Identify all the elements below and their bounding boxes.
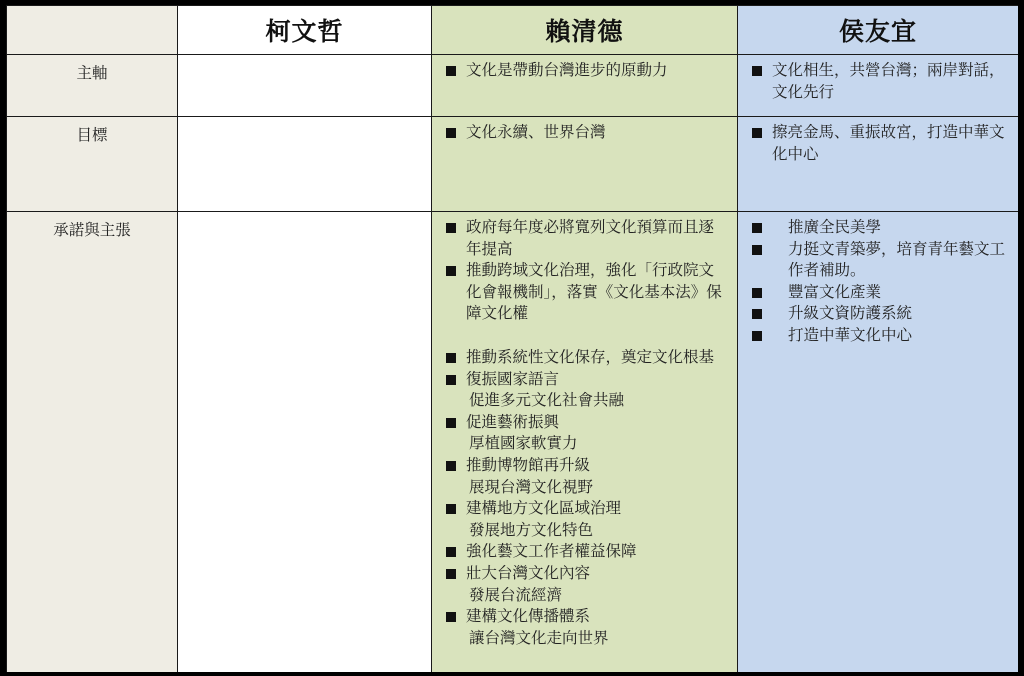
list-item: 文化相生，共營台灣；兩岸對話，文化先行 <box>750 60 1010 103</box>
cell-lai-main-axis <box>432 55 738 117</box>
list-item: 擦亮金馬、重振故宮，打造中華文化中心 <box>750 122 1010 165</box>
table-row-main-axis <box>7 55 1019 117</box>
candidate-header-ko: 柯文哲 <box>178 6 432 55</box>
list-item: 推動系統性文化保存，奠定文化根基 <box>444 347 729 369</box>
list-item: 打造中華文化中心 <box>750 325 1010 347</box>
list-item: 建構文化傳播體系 讓台灣文化走向世界 <box>444 606 729 649</box>
candidate-header-lai: 賴清德 <box>432 6 738 55</box>
header-row <box>7 6 1019 55</box>
comparison-table-frame <box>6 5 1018 672</box>
list-item: 促進藝術振興 厚植國家軟實力 <box>444 412 729 455</box>
cell-lai-goal <box>432 117 738 212</box>
list-item: 文化是帶動台灣進步的原動力 <box>444 60 729 82</box>
list-item: 強化藝文工作者權益保障 <box>444 541 729 563</box>
cell-hou-goal <box>738 117 1019 212</box>
cell-ko-promises <box>178 212 432 673</box>
cell-ko-goal <box>178 117 432 212</box>
list-item: 復振國家語言 促進多元文化社會共融 <box>444 369 729 412</box>
list-item: 政府每年度必將寬列文化預算而且逐年提高 <box>444 217 729 260</box>
list-item: 豐富文化產業 <box>750 282 1010 304</box>
row-label: 目標 <box>7 117 178 212</box>
list-item: 推廣全民美學 <box>750 217 1010 239</box>
row-label: 承諾與主張 <box>7 212 178 673</box>
cell-lai-promises <box>432 212 738 673</box>
list-item: 建構地方文化區域治理 發展地方文化特色 <box>444 498 729 541</box>
policy-comparison-table <box>6 5 1018 672</box>
cell-ko-main-axis <box>178 55 432 117</box>
list-item: 壯大台灣文化內容 發展台流經濟 <box>444 563 729 606</box>
corner-cell <box>7 6 178 55</box>
table-row-goal <box>7 117 1019 212</box>
list-item: 升級文資防護系統 <box>750 303 1010 325</box>
cell-hou-main-axis <box>738 55 1019 117</box>
candidate-header-hou: 侯友宜 <box>738 6 1019 55</box>
table-row-promises <box>7 212 1019 673</box>
list-item: 力挺文青築夢，培育青年藝文工作者補助。 <box>750 239 1010 282</box>
list-item: 推動跨域文化治理，強化「行政院文化會報機制」，落實《文化基本法》保障文化權 <box>444 260 729 325</box>
list-item: 推動博物館再升級 展現台灣文化視野 <box>444 455 729 498</box>
list-item: 文化永續、世界台灣 <box>444 122 729 144</box>
cell-hou-promises <box>738 212 1019 673</box>
row-label: 主軸 <box>7 55 178 117</box>
